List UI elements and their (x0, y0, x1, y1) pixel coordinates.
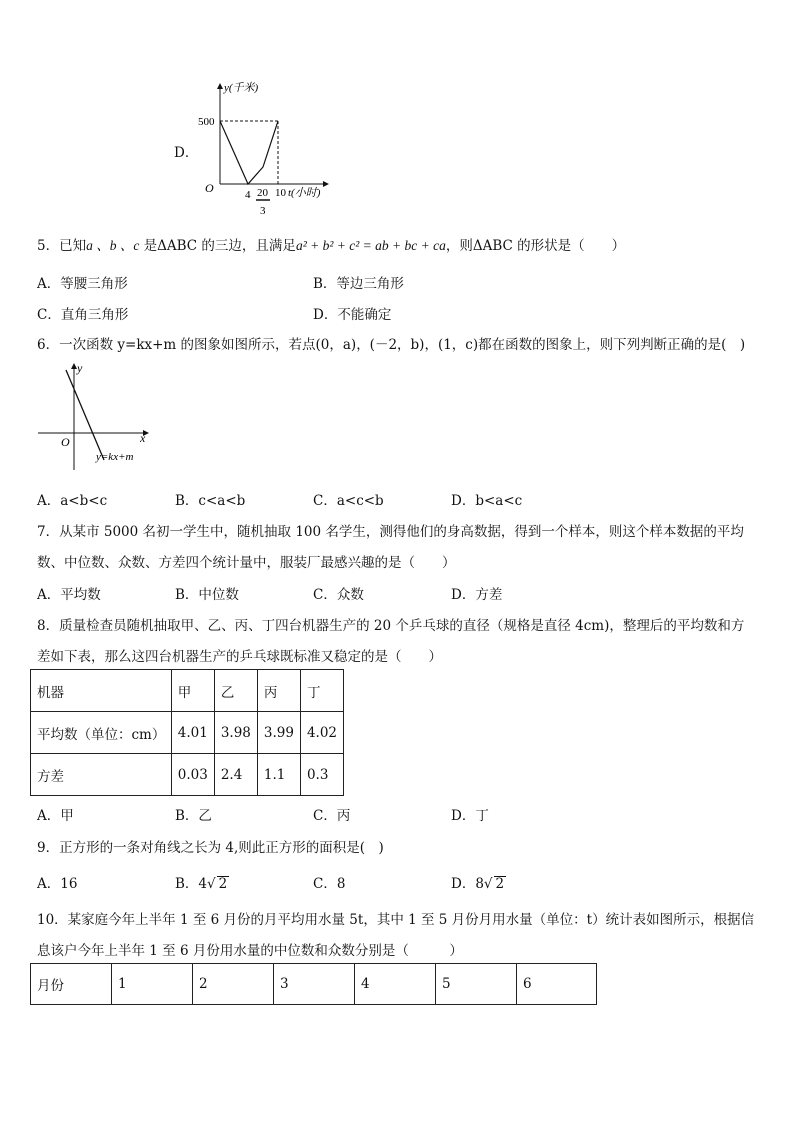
table-cell: 丁 (300, 670, 343, 712)
q6-option-c[interactable]: C．a<c<b (313, 493, 384, 509)
table-cell: 3.98 (214, 712, 257, 754)
q5-option-d[interactable]: D．不能确定 (313, 307, 392, 323)
q4-option-d-label: D． (174, 145, 199, 161)
q7-option-b[interactable]: B．中位数 (175, 587, 239, 603)
q5-vars: a 、b 、c (86, 238, 140, 253)
q4-x-tick-20: 20 (257, 187, 268, 199)
q9-option-d[interactable]: D．8√ 2 (451, 876, 505, 892)
q6-option-b[interactable]: B．c<a<b (175, 493, 246, 509)
q8-option-b[interactable]: B．乙 (175, 808, 212, 824)
q7-stem-line2: 数、中位数、众数、方差四个统计量中，服装厂最感兴趣的是（ ） (37, 555, 456, 571)
q9-b-radicand: 2 (218, 876, 228, 892)
table-cell: 甲 (171, 670, 214, 712)
q6-option-a[interactable]: A．a<b<c (37, 493, 108, 509)
table-cell: 方差 (31, 754, 172, 796)
q4-y-tick-500: 500 (198, 116, 215, 128)
table-cell: 月份 (31, 964, 112, 1005)
table-row (31, 754, 344, 796)
q4-graph-line (220, 121, 278, 184)
table-cell: 4.01 (171, 712, 214, 754)
q8-option-a[interactable]: A．甲 (37, 808, 74, 824)
table-cell: 乙 (214, 670, 257, 712)
q6-linear-function-graph (36, 360, 156, 472)
q7-option-a[interactable]: A．平均数 (37, 587, 101, 603)
table-cell: 平均数（单位：cm） (31, 712, 172, 754)
q5-option-c[interactable]: C．直角三角形 (37, 307, 129, 323)
table-cell: 6 (517, 964, 597, 1005)
table-row (31, 712, 344, 754)
q5-option-a[interactable]: A．等腰三角形 (37, 276, 128, 292)
q10-stem-line2: 息该户今年上半年 1 至 6 月份用水量的中位数和众数分别是（ ） (37, 943, 463, 959)
table-row (31, 964, 597, 1005)
q6-option-d[interactable]: D．b<a<c (451, 493, 523, 509)
q8-option-d[interactable]: D．丁 (451, 808, 489, 824)
q5-stem: 5．已知a 、b 、c 是ΔABC 的三边，且满足a² + b² + c² = ab + bc + ca，则ΔABC 的形状是（ ） (37, 238, 626, 254)
q9-option-a[interactable]: A．16 (37, 876, 78, 892)
table-cell: 4.02 (300, 712, 343, 754)
q10-data-table (30, 963, 597, 1005)
table-cell: 2 (193, 964, 274, 1005)
q6-origin: O (61, 435, 70, 449)
q6-graph-line (66, 370, 104, 460)
q4-x-tick-10: 10 (275, 187, 286, 199)
q4-y-label: y(千米) (224, 82, 259, 94)
q4-x-tick-3: 3 (260, 205, 266, 217)
table-cell: 0.03 (171, 754, 214, 796)
table-cell: 机器 (31, 670, 172, 712)
q4-distance-time-graph (196, 78, 336, 220)
q6-line-label: y=kx+m (96, 451, 134, 463)
q8-stem-line2: 差如下表，那么这四台机器生产的乒乓球既标准又稳定的是（ ） (37, 649, 442, 665)
q8-option-c[interactable]: C．丙 (313, 808, 351, 824)
q4-origin: O (205, 181, 214, 195)
q9-option-b[interactable]: B．4√ 2 (175, 876, 228, 892)
q4-x-label: t(小时) (288, 187, 321, 199)
table-cell: 0.3 (300, 754, 343, 796)
table-cell: 2.4 (214, 754, 257, 796)
table-cell: 4 (355, 964, 436, 1005)
table-cell: 丙 (257, 670, 300, 712)
q6-x-label: x (140, 431, 146, 445)
q7-option-d[interactable]: D．方差 (451, 587, 503, 603)
table-cell: 5 (436, 964, 517, 1005)
q4-x-tick-4: 4 (245, 189, 251, 201)
q10-stem-line1: 10．某家庭今年上半年 1 至 6 月份的月平均用水量 5t，其中 1 至 5 月份月用水量（单位：t）统计表如图所示，根据信 (37, 912, 755, 928)
q9-stem: 9．正方形的一条对角线之长为 4,则此正方形的面积是( ) (37, 840, 384, 856)
q5-equation: a² + b² + c² = ab + bc + ca (295, 238, 446, 253)
q8-data-table (30, 669, 344, 796)
table-cell: 1 (112, 964, 193, 1005)
q6-y-label: y (77, 361, 83, 375)
table-cell: 1.1 (257, 754, 300, 796)
q5-option-b[interactable]: B．等边三角形 (313, 276, 404, 292)
q7-option-c[interactable]: C．众数 (313, 587, 364, 603)
q9-option-c[interactable]: C．8 (313, 876, 346, 892)
table-cell: 3 (274, 964, 355, 1005)
table-cell: 3.99 (257, 712, 300, 754)
q6-stem: 6．一次函数 y=kx+m 的图象如图所示，若点(0，a)，(－2，b)，(1，c)都在函数的图象上，则下列判断正确的是( ) (37, 337, 746, 353)
q8-stem-line1: 8．质量检查员随机抽取甲、乙、丙、丁四台机器生产的 20 个乒乓球的直径（规格是直径 4cm)，整理后的平均数和方 (37, 618, 745, 634)
q7-stem-line1: 7．从某市 5000 名初一学生中，随机抽取 100 名学生，测得他们的身高数据，得到一个样本，则这个样本数据的平均 (37, 524, 744, 540)
q9-d-radicand: 2 (495, 876, 505, 892)
table-row (31, 670, 344, 712)
